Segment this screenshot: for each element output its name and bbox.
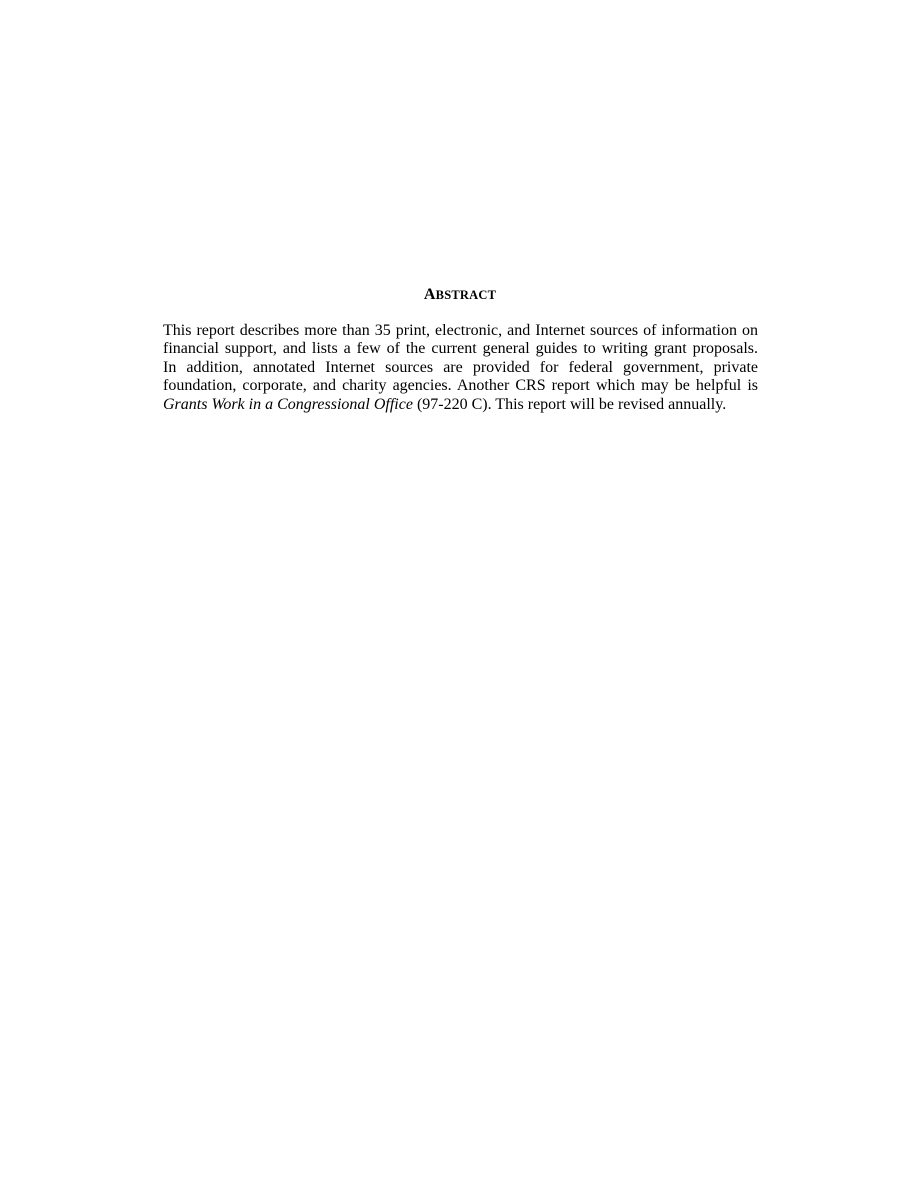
heading-initial: A	[423, 286, 436, 303]
abstract-line-3: In addition, annotated Internet sources are provided for federal government, private	[163, 358, 758, 376]
report-title-reference: Grants Work in a Congressional Office	[163, 395, 413, 413]
heading-small-caps: BSTRACT	[435, 288, 497, 302]
abstract-line-5	[163, 396, 758, 414]
abstract-line-2: financial support, and lists a few of the current general guides to writing grant proposals.	[163, 340, 758, 358]
abstract-line-4: foundation, corporate, and charity agencies. Another CRS report which may be helpful is	[163, 377, 758, 395]
abstract-heading	[0, 285, 920, 305]
abstract-line-5-rest: (97-220 C). This report will be revised annually.	[412, 395, 727, 413]
abstract-line-1: This report describes more than 35 print, electronic, and Internet sources of information on	[163, 322, 758, 339]
abstract-paragraph	[163, 322, 758, 414]
